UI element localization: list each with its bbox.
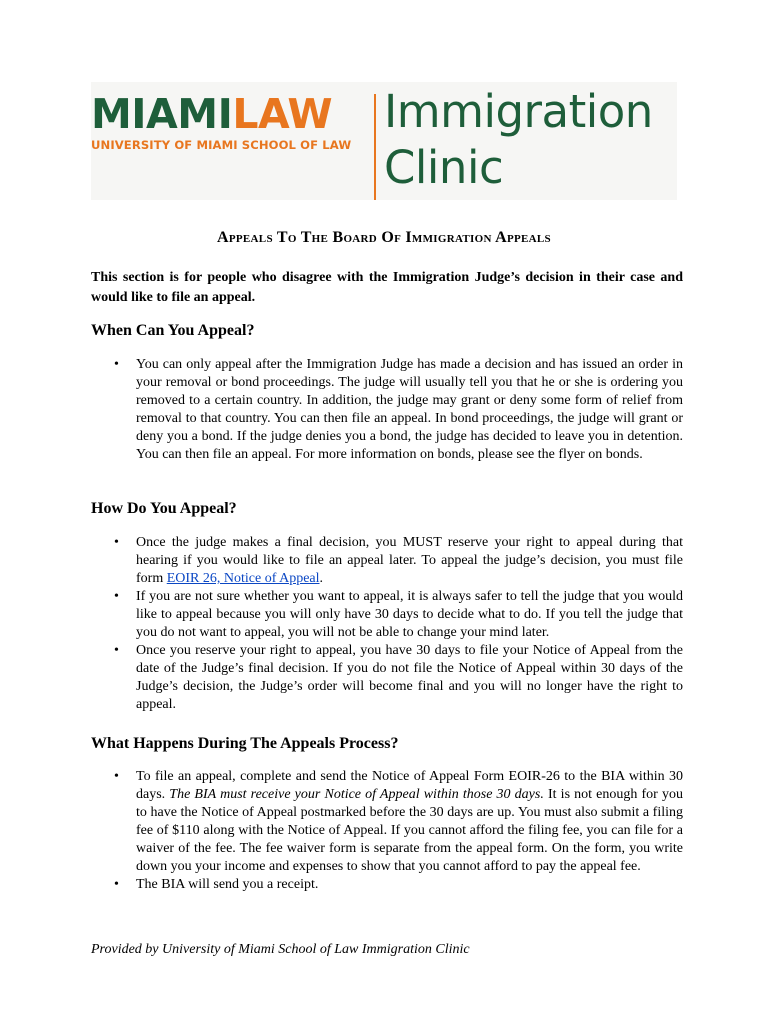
how-bullet1-text: Once the judge makes a final decision, you MUST reserve your right to appeal during that hearing if you would like to file an appeal later. To appeal the judge’s decision, you must file form <box>136 535 683 586</box>
logo-line-clinic: Clinic <box>384 141 504 194</box>
logo-subtitle: UNIVERSITY OF MIAMI SCHOOL OF LAW <box>91 138 352 152</box>
list-item <box>91 534 683 588</box>
process-bullet1-a: To file an appeal, complete and send the Notice of Appeal Form EOIR-26 to the BIA within 30 days. <box>136 769 683 802</box>
when-bullet-list <box>91 356 683 464</box>
heading-how-do-you-appeal: How Do You Appeal? <box>91 500 237 517</box>
logo-law-text: LAW <box>232 90 333 138</box>
page-title: Appeals To The Board Of Immigration Appeals <box>217 229 551 246</box>
intro-paragraph: This section is for people who disagree with the Immigration Judge’s decision in their case and would like to file an appeal. <box>91 270 683 305</box>
list-item: • If you are not sure whether you want to appeal, it is always safer to tell the judge that you would like to appeal because you will only have 30 days to decide what to do. If you tell the judge that you do not want to appeal, you will not be able to change your mind later. <box>91 588 683 642</box>
eoir-26-link[interactable]: EOIR 26, Notice of Appeal <box>166 571 320 586</box>
how-bullet-list <box>91 534 683 714</box>
heading-when-can-you-appeal: When Can You Appeal? <box>91 322 255 339</box>
logo-divider <box>374 94 376 200</box>
list-item <box>91 768 683 876</box>
miami-law-immigration-clinic-logo <box>91 82 677 200</box>
list-item: • Once you reserve your right to appeal, you have 30 days to file your Notice of Appeal from the date of the Judge’s final decision. If you do not file the Notice of Appeal within 30 days of the Judge’s decision, the Judge’s order will become final and you will no longer have the right to appeal. <box>91 642 683 714</box>
logo-miami-text: MIAMI <box>91 90 233 138</box>
how-bullet1-end: . <box>319 571 324 586</box>
process-bullet1-italic: The BIA must receive your Notice of Appeal within those 30 days. <box>169 787 544 802</box>
heading-appeals-process: What Happens During The Appeals Process? <box>91 735 399 752</box>
footer-credit: Provided by University of Miami School of Law Immigration Clinic <box>91 942 470 957</box>
process-bullet1-b: It is not enough for you to have the Notice of Appeal postmarked before the 30 days are up. You must also submit a filing fee of $110 along with the Notice of Appeal. If you cannot afford the filing fee, you can file for a waiver of the fee. The fee waiver form is separate from the appeal form. On the form, you write down you your income and expenses to show that you cannot afford to pay the appeal fee. <box>136 787 683 874</box>
list-item: • You can only appeal after the Immigration Judge has made a decision and has issued an order in your removal or bond proceedings. The judge will usually tell you that he or she is ordering you removed to a certain country. In addition, the judge may grant or deny some form of relief from removal to that country. You can then file an appeal. In bond proceedings, the judge will grant or deny you a bond. If the judge denies you a bond, the judge has decided to leave you in detention. You can then file an appeal. For more information on bonds, please see the flyer on bonds. <box>91 356 683 464</box>
process-bullet-list <box>91 768 683 894</box>
logo-line-immigration: Immigration <box>384 85 653 138</box>
logo-wordmark <box>91 90 351 152</box>
list-item: • The BIA will send you a receipt. <box>91 876 683 894</box>
logo-miami-law <box>91 90 351 138</box>
logo-clinic-name <box>384 84 653 196</box>
